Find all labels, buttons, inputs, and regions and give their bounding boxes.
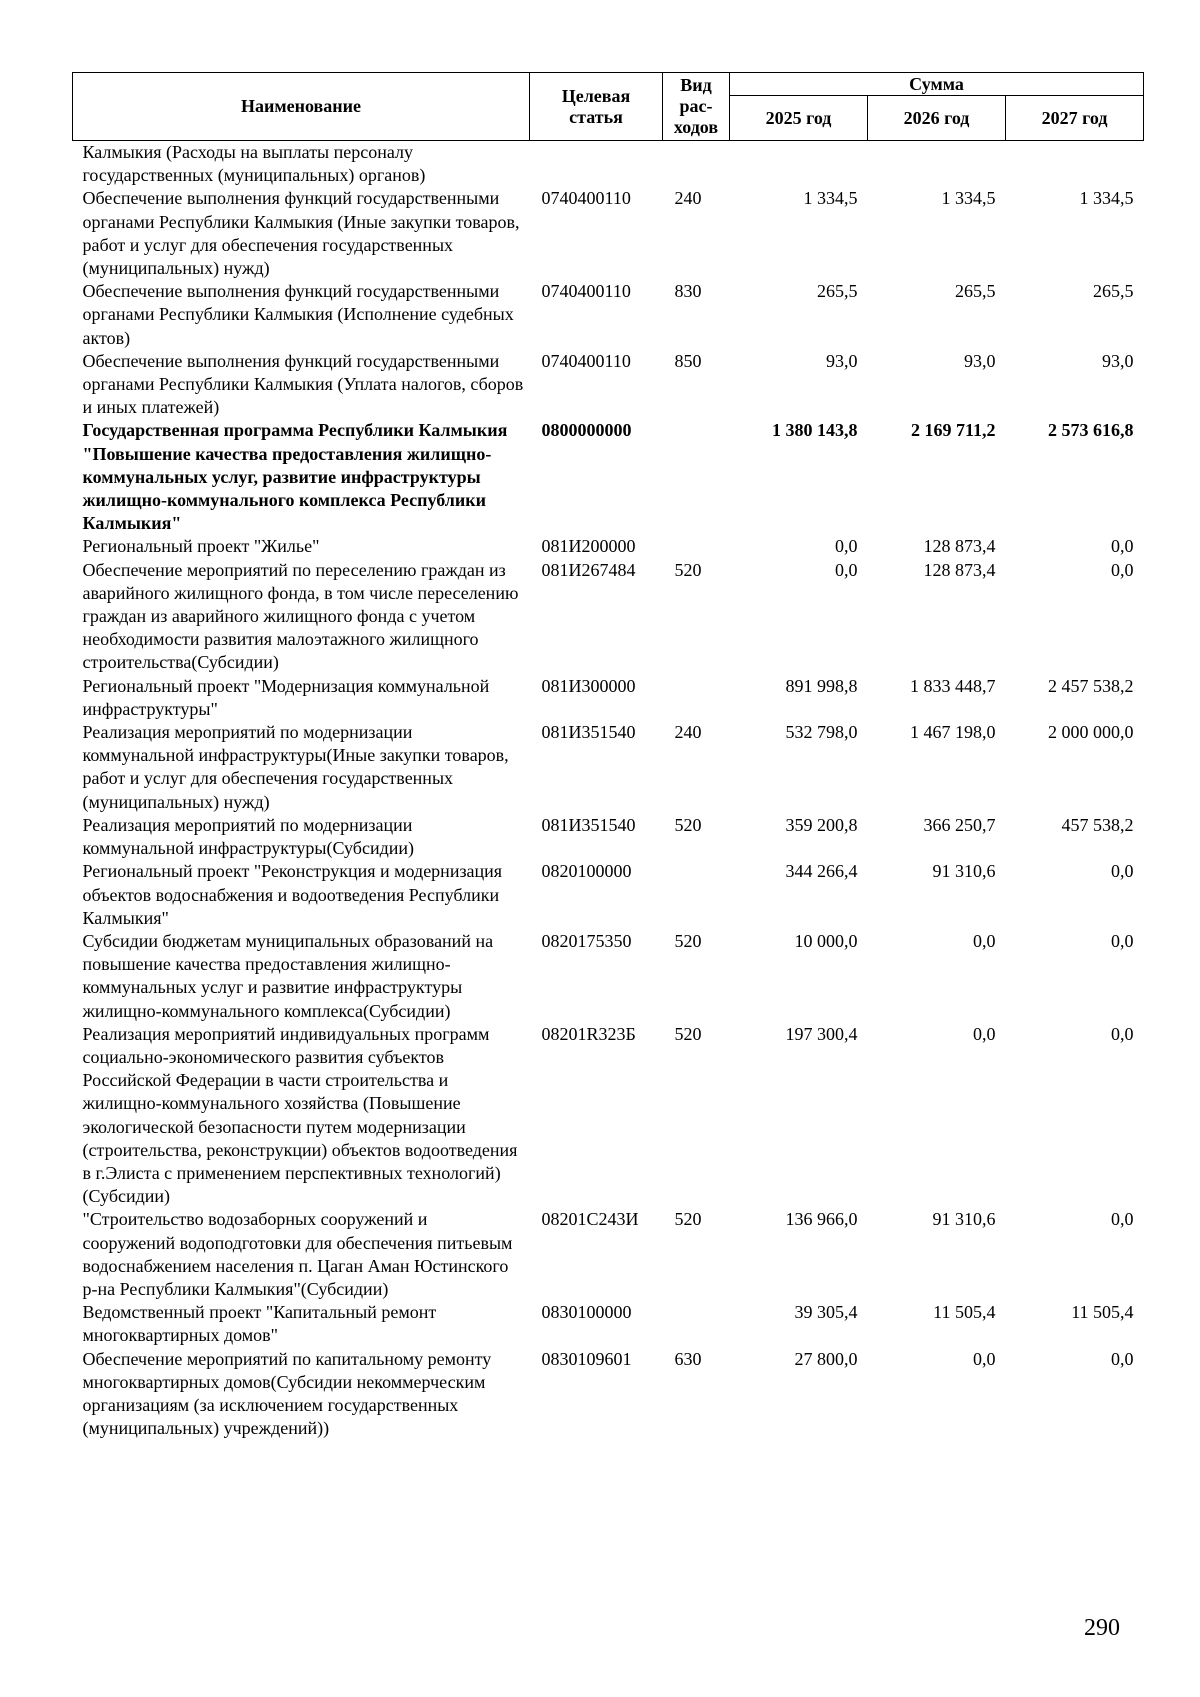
row-name: Калмыкия (Расходы на выплаты персоналу государственных (муниципальных) органов) — [82, 142, 426, 186]
row-sum-2027: 2 457 538,2 — [1048, 675, 1134, 696]
row-code: 0830109601 — [541, 1348, 632, 1369]
row-sum-2026: 93,0 — [964, 350, 996, 371]
header-type-line1: Вид — [680, 75, 712, 95]
row-sum-2027: 0,0 — [1111, 930, 1134, 951]
table-row — [73, 721, 1144, 814]
header-year-2027: 2027 год — [1006, 96, 1144, 141]
row-code: 081И300000 — [541, 675, 636, 696]
row-sum-2025: 27 800,0 — [794, 1348, 858, 1369]
row-sum-2025: 344 266,4 — [785, 861, 858, 882]
row-type: 520 — [674, 1023, 702, 1044]
table-row — [73, 1208, 1144, 1301]
row-name: Обеспечение выполнения функций государственными органами Республики Калмыкия (Исполнение судебных актов) — [82, 281, 514, 348]
header-code-line2: статья — [569, 106, 623, 127]
row-code: 0830100000 — [541, 1302, 632, 1323]
row-type: 520 — [674, 559, 702, 580]
row-name: Региональный проект "Реконструкция и модернизация объектов водоснабжения и водоотведения Республики Калмыкия" — [82, 861, 503, 928]
table-row — [73, 1301, 1144, 1347]
row-name: Ведомственный проект "Капитальный ремонт многоквартирных домов" — [82, 1302, 437, 1346]
header-sum: Сумма — [730, 73, 1144, 96]
row-name: Реализация мероприятий по модернизации коммунальной инфраструктуры(Иные закупки товаров, работ и услуг для обеспечения государственных (муниципальных) нужд) — [82, 722, 509, 812]
table-row — [73, 930, 1144, 1023]
row-sum-2025: 39 305,4 — [794, 1302, 858, 1323]
row-name: Обеспечение мероприятий по переселению граждан из аварийного жилищного фонда, в том числе переселению граждан из аварийного жилищного фонда с учетом необходимости развития малоэтажного жилищного строительства(Субсидии) — [82, 559, 519, 673]
row-sum-2027: 0,0 — [1111, 536, 1134, 557]
row-sum-2026: 2 169 711,2 — [910, 420, 996, 441]
row-sum-2026: 0,0 — [973, 1023, 996, 1044]
row-type — [663, 419, 730, 535]
row-sum-2026: 265,5 — [955, 281, 996, 302]
table-row — [73, 350, 1144, 420]
row-sum-2027: 1 334,5 — [1079, 188, 1134, 209]
row-sum-2026: 11 505,4 — [933, 1302, 996, 1323]
budget-table — [72, 72, 1144, 1440]
row-sum-2026: 128 873,4 — [923, 559, 996, 580]
row-sum-2025: 532 798,0 — [785, 722, 858, 743]
row-sum-2027: 93,0 — [1102, 350, 1134, 371]
row-code: 081И200000 — [541, 536, 636, 557]
row-type — [663, 141, 730, 188]
row-code — [530, 141, 663, 188]
table-row — [73, 280, 1144, 350]
row-sum-2027 — [1006, 141, 1144, 188]
table-row — [73, 141, 1144, 188]
row-code: 0800000000 — [541, 420, 632, 441]
row-sum-2026: 128 873,4 — [923, 536, 996, 557]
row-type — [663, 1301, 730, 1347]
row-sum-2025: 1 380 143,8 — [772, 420, 858, 441]
row-name: Региональный проект "Жилье" — [82, 536, 320, 557]
row-type: 520 — [674, 1209, 702, 1230]
header-type-line3: ходов — [673, 117, 719, 137]
row-type: 520 — [674, 814, 702, 835]
row-sum-2025: 10 000,0 — [794, 930, 858, 951]
table-row — [73, 535, 1144, 558]
table-row — [73, 675, 1144, 721]
row-type: 520 — [674, 930, 702, 951]
row-name: Обеспечение выполнения функций государственными органами Республики Калмыкия (Иные закупки товаров, работ и услуг для обеспечения государственных (муниципальных) нужд) — [82, 188, 520, 279]
row-name: Обеспечение мероприятий по капитальному ремонту многоквартирных домов(Субсидии некоммерческим организациям (за исключением государственных (муниципальных) учреждений)) — [82, 1348, 492, 1439]
row-code: 0820100000 — [541, 861, 632, 882]
row-sum-2025: 197 300,4 — [785, 1023, 858, 1044]
row-sum-2027: 0,0 — [1111, 1348, 1134, 1369]
row-name: Государственная программа Республики Калмыкия "Повышение качества предоставления жилищно-коммунальных услуг, развитие инфраструктуры жилищно-коммунального комплекса Республики Калмыкия" — [82, 420, 508, 534]
row-type — [663, 860, 730, 930]
row-type: 240 — [674, 722, 702, 743]
row-sum-2026: 1 467 198,0 — [910, 722, 996, 743]
row-sum-2025: 359 200,8 — [785, 814, 858, 835]
header-code-line1: Целевая — [561, 85, 631, 106]
header-code — [530, 73, 663, 141]
row-sum-2025: 0,0 — [835, 559, 858, 580]
row-sum-2027: 11 505,4 — [1071, 1302, 1134, 1323]
table-header — [73, 73, 1144, 141]
header-year-2026: 2026 год — [868, 96, 1006, 141]
row-type — [663, 535, 730, 558]
row-code: 081И351540 — [541, 814, 636, 835]
row-type — [663, 675, 730, 721]
row-sum-2025: 136 966,0 — [785, 1209, 858, 1230]
row-code: 081И267484 — [541, 559, 636, 580]
row-type: 850 — [674, 350, 702, 371]
row-sum-2026: 1 334,5 — [941, 188, 996, 209]
row-sum-2027: 2 000 000,0 — [1048, 722, 1134, 743]
row-code: 0820175350 — [541, 930, 632, 951]
table-row — [73, 814, 1144, 860]
row-code: 0740400110 — [541, 188, 631, 209]
table-row — [73, 1023, 1144, 1209]
row-sum-2026: 91 310,6 — [932, 1209, 996, 1230]
row-type: 830 — [674, 281, 702, 302]
row-name: Субсидии бюджетам муниципальных образований на повышение качества предоставления жилищно-коммунальных услуг и развитие инфраструктуры жилищно-коммунального комплекса(Субсидии) — [82, 930, 494, 1021]
row-sum-2025: 265,5 — [817, 281, 858, 302]
row-name: "Строительство водозаборных сооружений и сооружений водоподготовки для обеспечения питьевым водоснабжением населения п. Цаган Аман Юстинского р-на Республики Калмыкия"(Субсидии) — [82, 1209, 513, 1299]
row-sum-2025 — [730, 141, 868, 188]
header-type-line2: рас- — [679, 96, 713, 116]
row-name: Реализация мероприятий по модернизации коммунальной инфраструктуры(Субсидии) — [82, 814, 415, 859]
row-code: 0740400110 — [541, 281, 631, 302]
row-code: 081И351540 — [541, 722, 636, 743]
row-sum-2026: 1 833 448,7 — [910, 675, 996, 696]
header-type — [663, 73, 730, 141]
row-sum-2027: 2 573 616,8 — [1048, 420, 1134, 441]
row-sum-2026 — [868, 141, 1006, 188]
row-name: Региональный проект "Модернизация коммунальной инфраструктуры" — [82, 675, 490, 719]
header-name: Наименование — [73, 73, 530, 141]
row-sum-2025: 1 334,5 — [803, 188, 858, 209]
table-row — [73, 187, 1144, 280]
row-sum-2027: 265,5 — [1093, 281, 1134, 302]
row-sum-2026: 0,0 — [973, 930, 996, 951]
table-row — [73, 1348, 1144, 1441]
row-sum-2026: 91 310,6 — [932, 861, 996, 882]
row-type: 240 — [674, 188, 702, 209]
row-sum-2026: 0,0 — [973, 1348, 996, 1369]
row-code: 08201C243И — [541, 1209, 639, 1230]
row-name: Реализация мероприятий индивидуальных программ социально-экономического развития субъектов Российской Федерации в части строительства и жилищно-коммунального хозяйства (Повышение экологической безопасности путем модернизации (строительства, реконструкции) объектов водоотведения в г.Элиста с применением перспективных технологий)(Субсидии) — [82, 1023, 518, 1207]
table-row — [73, 559, 1144, 675]
table-body — [73, 141, 1144, 1441]
row-type: 630 — [674, 1348, 702, 1369]
row-code: 08201R323Б — [541, 1023, 636, 1044]
row-sum-2025: 891 998,8 — [785, 675, 858, 696]
row-sum-2027: 0,0 — [1111, 559, 1134, 580]
page-number: 290 — [1084, 1615, 1120, 1641]
row-sum-2025: 0,0 — [835, 536, 858, 557]
row-sum-2027: 0,0 — [1111, 861, 1134, 882]
row-sum-2027: 457 538,2 — [1061, 814, 1134, 835]
table-row — [73, 419, 1144, 535]
row-sum-2027: 0,0 — [1111, 1209, 1134, 1230]
row-code: 0740400110 — [541, 350, 631, 371]
row-sum-2025: 93,0 — [826, 350, 858, 371]
row-sum-2027: 0,0 — [1111, 1023, 1134, 1044]
header-year-2025: 2025 год — [730, 96, 868, 141]
row-name: Обеспечение выполнения функций государственными органами Республики Калмыкия (Уплата налогов, сборов и иных платежей) — [82, 350, 524, 418]
row-sum-2026: 366 250,7 — [923, 814, 996, 835]
table-row — [73, 860, 1144, 930]
